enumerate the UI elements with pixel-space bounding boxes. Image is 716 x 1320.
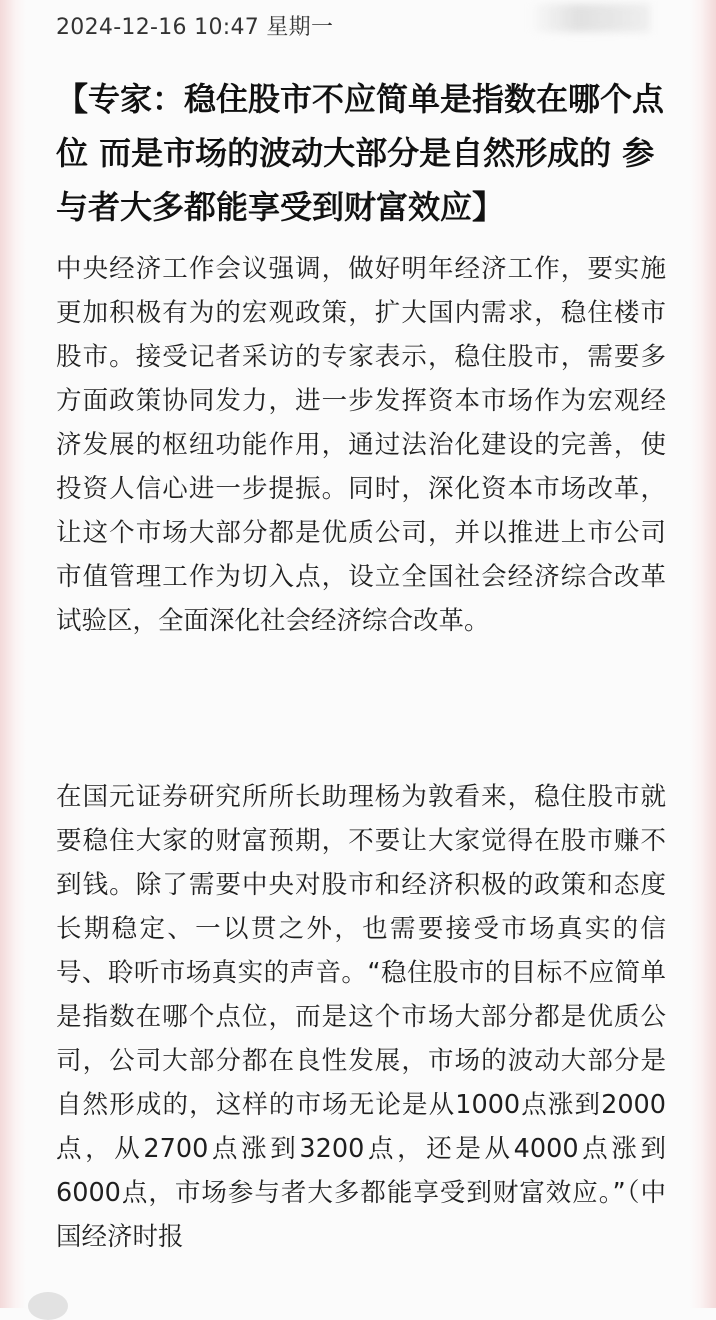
- right-edge-shadow: [690, 0, 716, 1308]
- blurred-region: [530, 4, 650, 32]
- left-edge-shadow: [0, 0, 26, 1308]
- post-timestamp: 2024-12-16 10:47 星期一: [56, 15, 334, 40]
- article-title: 【专家：稳住股市不应简单是指数在哪个点位 而是市场的波动大部分是自然形成的 参与者大多都能享受到财富效应】: [56, 80, 665, 226]
- article-paragraph-2: 在国元证券研究所所长助理杨为敦看来，稳住股市就要稳住大家的财富预期，不要让大家觉得在股市赚不到钱。除了需要中央对股市和经济积极的政策和态度长期稳定、一以贯之外，也需要接受市场真实的信号、聆听市场真实的声音。“稳住股市的目标不应简单是指数在哪个点位，而是这个市场大部分都是优质公司，公司大部分都在良性发展，市场的波动大部分是自然形成的，这样的市场无论是从1000点涨到2000点，从2700点涨到3200点，还是从4000点涨到6000点，市场参与者大多都能享受到财富效应。”（中国经济时报: [56, 782, 666, 1252]
- avatar[interactable]: [28, 1292, 68, 1320]
- article-paragraph-1: 中央经济工作会议强调，做好明年经济工作，要实施更加积极有为的宏观政策，扩大国内需求，稳住楼市股市。接受记者采访的专家表示，稳住股市，需要多方面政策协同发力，进一步发挥资本市场作为宏观经济发展的枢纽功能作用，通过法治化建设的完善，使投资人信心进一步提振。同时，深化资本市场改革，让这个市场大部分都是优质公司，并以推进上市公司市值管理工作为切入点，设立全国社会经济综合改革试验区，全面深化社会经济综合改革。: [56, 254, 666, 636]
